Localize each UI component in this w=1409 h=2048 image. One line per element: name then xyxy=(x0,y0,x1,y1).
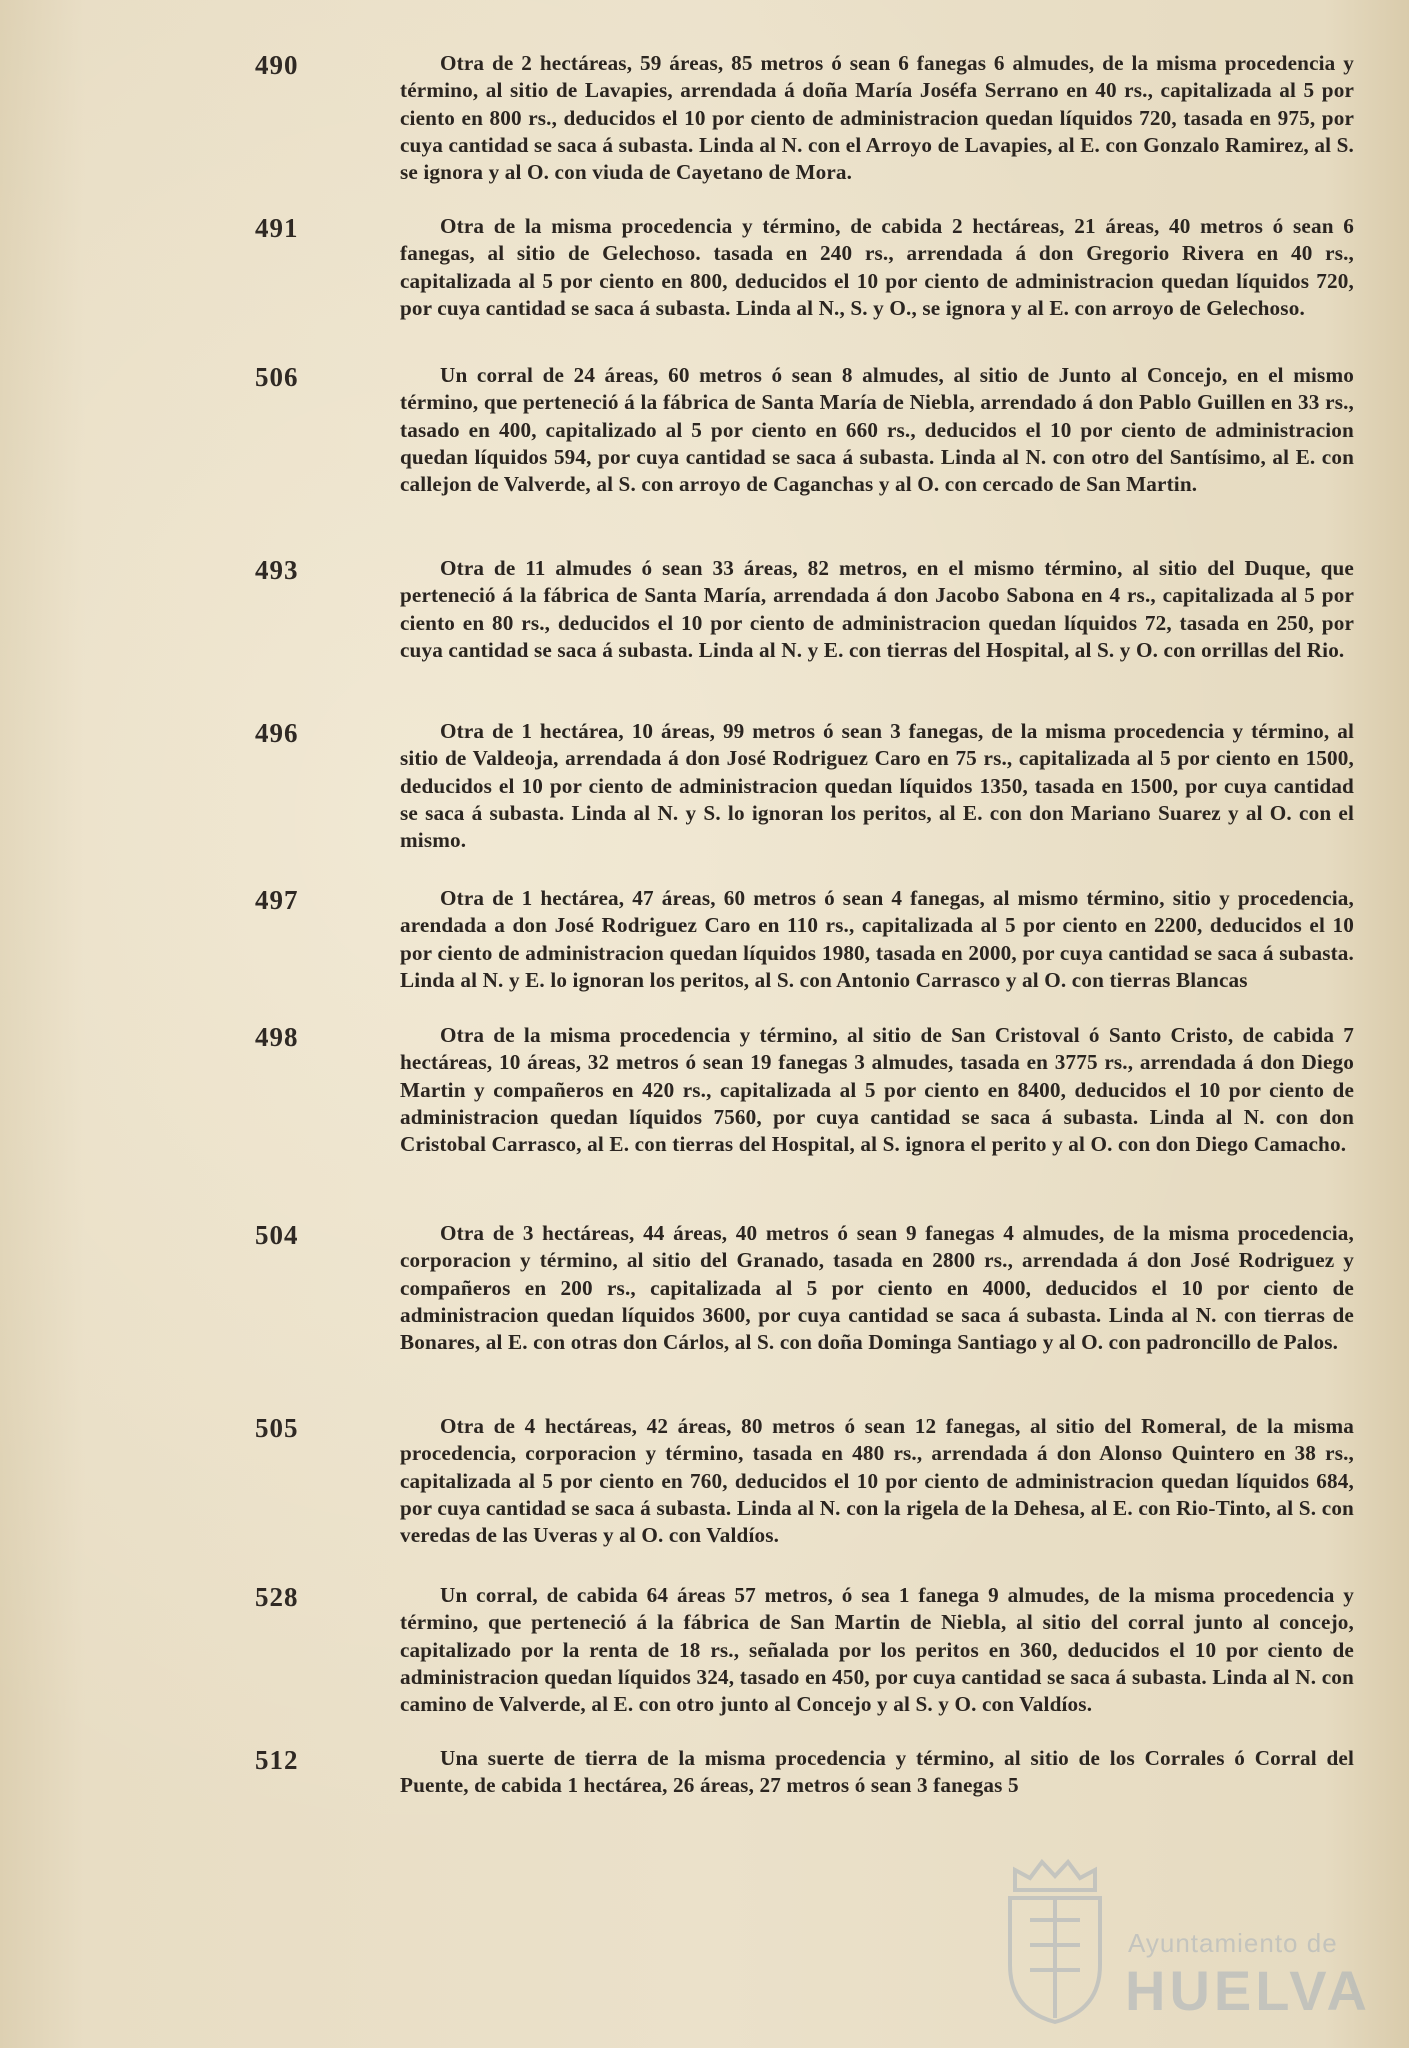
entry-text: Un corral de 24 áreas, 60 metros ó sean 8 almudes, al sitio de Junto al Concejo, en el mismo término, que perteneció á la fábrica de Santa María de Niebla, arrendado á don Pablo Guillen en 33 rs., tasado en 400, capitalizado al 5 por ciento en 660 rs., deducidos el 10 por ciento de administracion quedan líquidos 594, por cuya cantidad se saca á subasta. Linda al N. con otro del Santísimo, al E. con callejon de Valverde, al S. con arroyo de Caganchas y al O. con cercado de San Martin. xyxy=(400,363,1354,497)
coat-of-arms-icon xyxy=(990,1850,1120,2030)
entry-number: 528 xyxy=(255,1582,299,1612)
entry-number: 496 xyxy=(255,718,299,748)
entry-text: Un corral, de cabida 64 áreas 57 metros, ó sea 1 fanega 9 almudes, de la misma procedencia y término, que perteneció á la fábrica de San Martin de Niebla, al sitio del corral junto al concejo, capitalizado por la renta de 18 rs., señalada por los peritos en 360, deducidos el 10 por ciento de administracion quedan líquidos 324, tasado en 450, por cuya cantidad se saca á subasta. Linda al N. con camino de Valverde, al E. con otro junto al Concejo y al S. y O. con Valdíos. xyxy=(400,1583,1354,1717)
entry-number: 493 xyxy=(255,555,299,585)
entry-text: Otra de 11 almudes ó sean 33 áreas, 82 metros, en el mismo término, al sitio del Duque, que perteneció á la fábrica de Santa María, arrendada á don Jacobo Sabona en 4 rs., capitalizada al 5 por ciento en 80 rs., deducidos el 10 por ciento de administracion quedan líquidos 72, tasada en 250, por cuya cantidad se saca á subasta. Linda al N. y E. con tierras del Hospital, al S. y O. con orrillas del Rio. xyxy=(400,556,1354,662)
entry-text: Otra de 2 hectáreas, 59 áreas, 85 metros ó sean 6 fanegas 6 almudes, de la misma procedencia y término, al sitio de Lavapies, arrendada á doña María Joséfa Serrano en 40 rs., capitalizada al 5 por ciento en 800 rs., deducidos el 10 por ciento de administracion quedan líquidos 720, tasada en 975, por cuya cantidad se saca á subasta. Linda al N. con el Arroyo de Lavapies, al E. con Gonzalo Ramirez, al S. se ignora y al O. con viuda de Cayetano de Mora. xyxy=(400,51,1354,185)
entry-text: Otra de 4 hectáreas, 42 áreas, 80 metros ó sean 12 fanegas, al sitio del Romeral, de la misma procedencia, corporacion y término, tasada en 480 rs., arrendada á don Alonso Quintero en 38 rs., capitalizada al 5 por ciento en 760, deducidos el 10 por ciento de administracion quedan líquidos 684, por cuya cantidad se saca á subasta. Linda al N. con la rigela de la Dehesa, al E. con Rio-Tinto, al S. con veredas de las Uveras y al O. con Valdíos. xyxy=(400,1414,1354,1548)
entry-number: 504 xyxy=(255,1220,299,1250)
entry-number: 491 xyxy=(255,213,299,243)
entry-number: 506 xyxy=(255,362,299,392)
watermark-line2: HUELVA xyxy=(1125,1959,1371,2022)
entry-text: Otra de la misma procedencia y término, de cabida 2 hectáreas, 21 áreas, 40 metros ó sean 6 fanegas, al sitio de Gelechoso. tasada en 240 rs., arrendada á don Gregorio Rivera en 40 rs., capitalizada al 5 por ciento en 800, deducidos el 10 por ciento de administracion quedan líquidos 720, por cuya cantidad se saca á subasta. Linda al N., S. y O., se ignora y al E. con arroyo de Gelechoso. xyxy=(400,214,1354,320)
entry-number: 512 xyxy=(255,1745,299,1775)
entry-text: Otra de 1 hectárea, 47 áreas, 60 metros ó sean 4 fanegas, al mismo término, sitio y procedencia, arendada a don José Rodriguez Caro en 110 rs., capitalizada al 5 por ciento en 2200, deducidos el 10 por ciento de administracion quedan líquidos 1980, tasada en 2000, por cuya cantidad se saca á subasta. Linda al N. y E. lo ignoran los peritos, al S. con Antonio Carrasco y al O. con tierras Blancas xyxy=(400,886,1354,992)
entry-number: 490 xyxy=(255,50,299,80)
entry-text: Una suerte de tierra de la misma procedencia y término, al sitio de los Corrales ó Corral del Puente, de cabida 1 hectárea, 26 áreas, 27 metros ó sean 3 fanegas 5 xyxy=(400,1746,1354,1798)
entry-text: Otra de 1 hectárea, 10 áreas, 99 metros ó sean 3 fanegas, de la misma procedencia y término, al sitio de Valdeoja, arrendada á don José Rodriguez Caro en 75 rs., capitalizada al 5 por ciento en 1500, deducidos el 10 por ciento de administracion quedan líquidos 1350, tasada en 1500, por cuya cantidad se saca á subasta. Linda al N. y S. lo ignoran los peritos, al E. con don Mariano Suarez y al O. con el mismo. xyxy=(400,719,1354,853)
entry-number: 497 xyxy=(255,885,299,915)
entry-number: 505 xyxy=(255,1413,299,1443)
watermark-line1: Ayuntamiento de xyxy=(1128,1928,1338,1958)
watermark xyxy=(990,1850,1371,2040)
entry-number: 498 xyxy=(255,1022,299,1052)
entry-text: Otra de la misma procedencia y término, al sitio de San Cristoval ó Santo Cristo, de cabida 7 hectáreas, 10 áreas, 32 metros ó sean 19 fanegas 3 almudes, tasada en 3775 rs., arrendada á don Diego Martin y compañeros en 420 rs., capitalizada al 5 por ciento en 8400, deducidos el 10 por ciento de administracion quedan líquidos 7560, por cuya cantidad se saca á subasta. Linda al N. con don Cristobal Carrasco, al E. con tierras del Hospital, al S. ignora el perito y al O. con don Diego Camacho. xyxy=(400,1023,1354,1157)
entry-text: Otra de 3 hectáreas, 44 áreas, 40 metros ó sean 9 fanegas 4 almudes, de la misma procedencia, corporacion y término, al sitio del Granado, tasada en 2800 rs., arrendada á don José Rodriguez y compañeros en 200 rs., capitalizada al 5 por ciento en 4000, deducidos el 10 por ciento de administracion quedan líquidos 3600, por cuya cantidad se saca á subasta. Linda al N. con tierras de Bonares, al E. con otras don Cárlos, al S. con doña Dominga Santiago y al O. con padroncillo de Palos. xyxy=(400,1221,1354,1355)
